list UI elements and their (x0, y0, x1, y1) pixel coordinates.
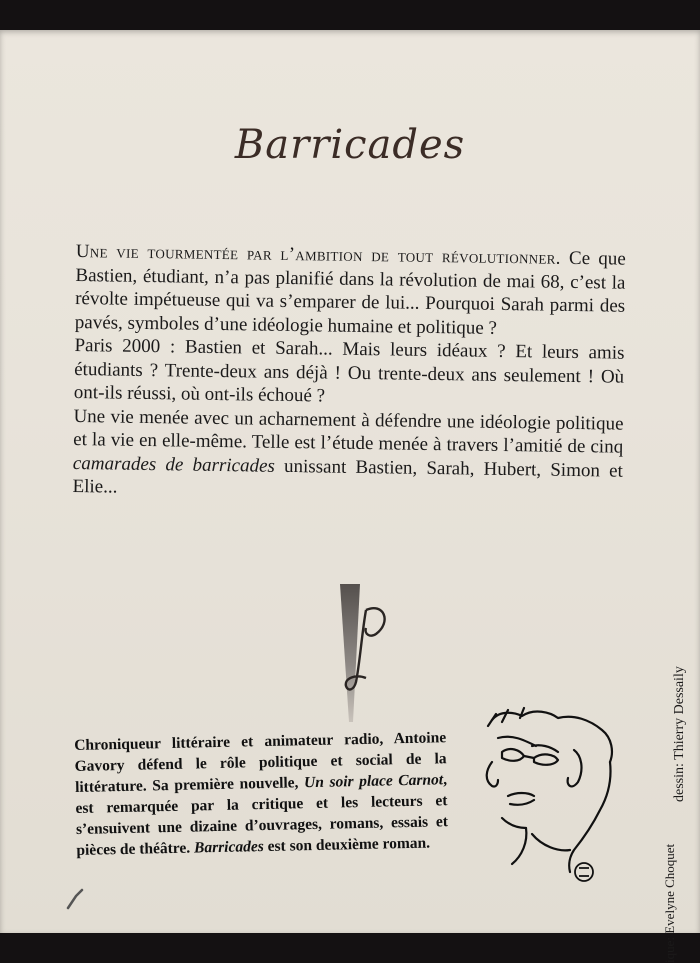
blurb-paragraph-1 (75, 240, 626, 342)
back-cover (0, 30, 700, 963)
blurb-lead: Une vie tourmentée par l’ambition de tout révolutionner. (75, 240, 561, 269)
blurb-paragraph-3 (72, 404, 623, 506)
quill-p-ornament-icon (326, 582, 396, 727)
book-title: Barricades (234, 122, 466, 168)
blurb-p3-a: Une vie menée avec un acharnement à défendre une idéologie politique et la vie en elle-même. Telle est l’étude menée à travers l’amitié de cinq (73, 405, 624, 458)
graphic-credit: ique: Evelyne Choquet (662, 843, 677, 963)
bio-b: , est remarquée par la critique et les lecteurs et s’ensuivent une dizaine d’ouvrages, romans, essais et pièces de théâtre. (75, 771, 449, 859)
bio-c: est son deuxième roman. (263, 834, 431, 856)
bio-a: Chroniqueur littéraire et animateur radio, Antoine Gavory défend le rôle politique et social de la littérature. Sa première nouvelle, (74, 729, 447, 796)
blurb-p3-em: camarades de barricades (72, 452, 276, 477)
bio-em1: Un soir place Carnot (303, 771, 444, 792)
bio-em2: Barricades (193, 838, 264, 857)
blurb-text (72, 240, 626, 506)
blurb-p1: Ce que Bastien, étudiant, n’a pas planifié dans la révolution de mai 68, c’est la révolte impétueuse qui va s’emparer de lui... Pourquoi Sarah parmi des pavés, symboles d’une idéologie humaine et politique ? (74, 247, 626, 339)
blurb-p3-b: unissant Bastien, Sarah, Hubert, Simon et Elie... (72, 455, 623, 498)
pen-mark-icon (66, 888, 84, 910)
author-caricature-icon (462, 700, 632, 900)
illustration-credit: dessin: Thierry Dessaily (672, 666, 687, 802)
blurb-paragraph-2: Paris 2000 : Bastien et Sarah... Mais leurs idéaux ? Et leurs amis étudiants ? Trente-deux ans déjà ! Ou trente-deux ans seulement ! Où ont-ils réussi, où ont-ils échoué ? (73, 334, 625, 407)
author-bio-paragraph (74, 727, 449, 861)
author-bio (74, 727, 449, 861)
